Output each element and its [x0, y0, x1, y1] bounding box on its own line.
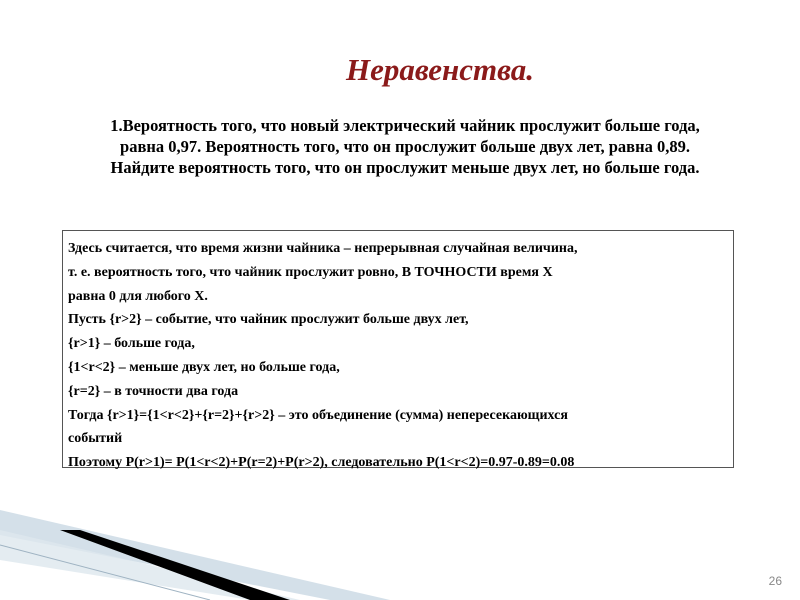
solution-line: Пусть {r>2} – событие, что чайник прослужит больше двух лет,	[68, 312, 469, 328]
problem-line: 1.Вероятность того, что новый электрический чайник прослужит больше года,	[110, 116, 700, 135]
problem-line: Найдите вероятность того, что он прослужит меньше двух лет, но больше года.	[110, 158, 700, 177]
solution-line: {1<r<2} – меньше двух лет, но больше года,	[68, 359, 340, 375]
solution-line: {r>1} – больше года,	[68, 336, 195, 352]
solution-line: т. е. вероятность того, что чайник прослужит ровно, В ТОЧНОСТИ время Х	[68, 264, 553, 280]
solution-box	[62, 230, 734, 471]
solution-line: Здесь считается, что время жизни чайника – непрерывная случайная величина,	[68, 241, 578, 256]
slide-title: Неравенства.	[345, 52, 535, 87]
solution-line: Тогда {r>1}={1<r<2}+{r=2}+{r>2} – это объединение (сумма) непересекающихся	[68, 407, 568, 423]
solution-line: событий	[68, 431, 123, 447]
solution-line: равна 0 для любого Х.	[68, 288, 208, 304]
solution-line: Поэтому P(r>1)= P(1<r<2)+P(r=2)+P(r>2), следовательно P(1<r<2)=0.97-0.89=0.08	[68, 455, 575, 471]
problem-line: равна 0,97. Вероятность того, что он прослужит больше двух лет, равна 0,89.	[120, 137, 690, 156]
problem-statement	[30, 115, 780, 178]
solution-line: {r=2} – в точности два года	[68, 383, 239, 399]
page-number: 26	[768, 574, 782, 588]
